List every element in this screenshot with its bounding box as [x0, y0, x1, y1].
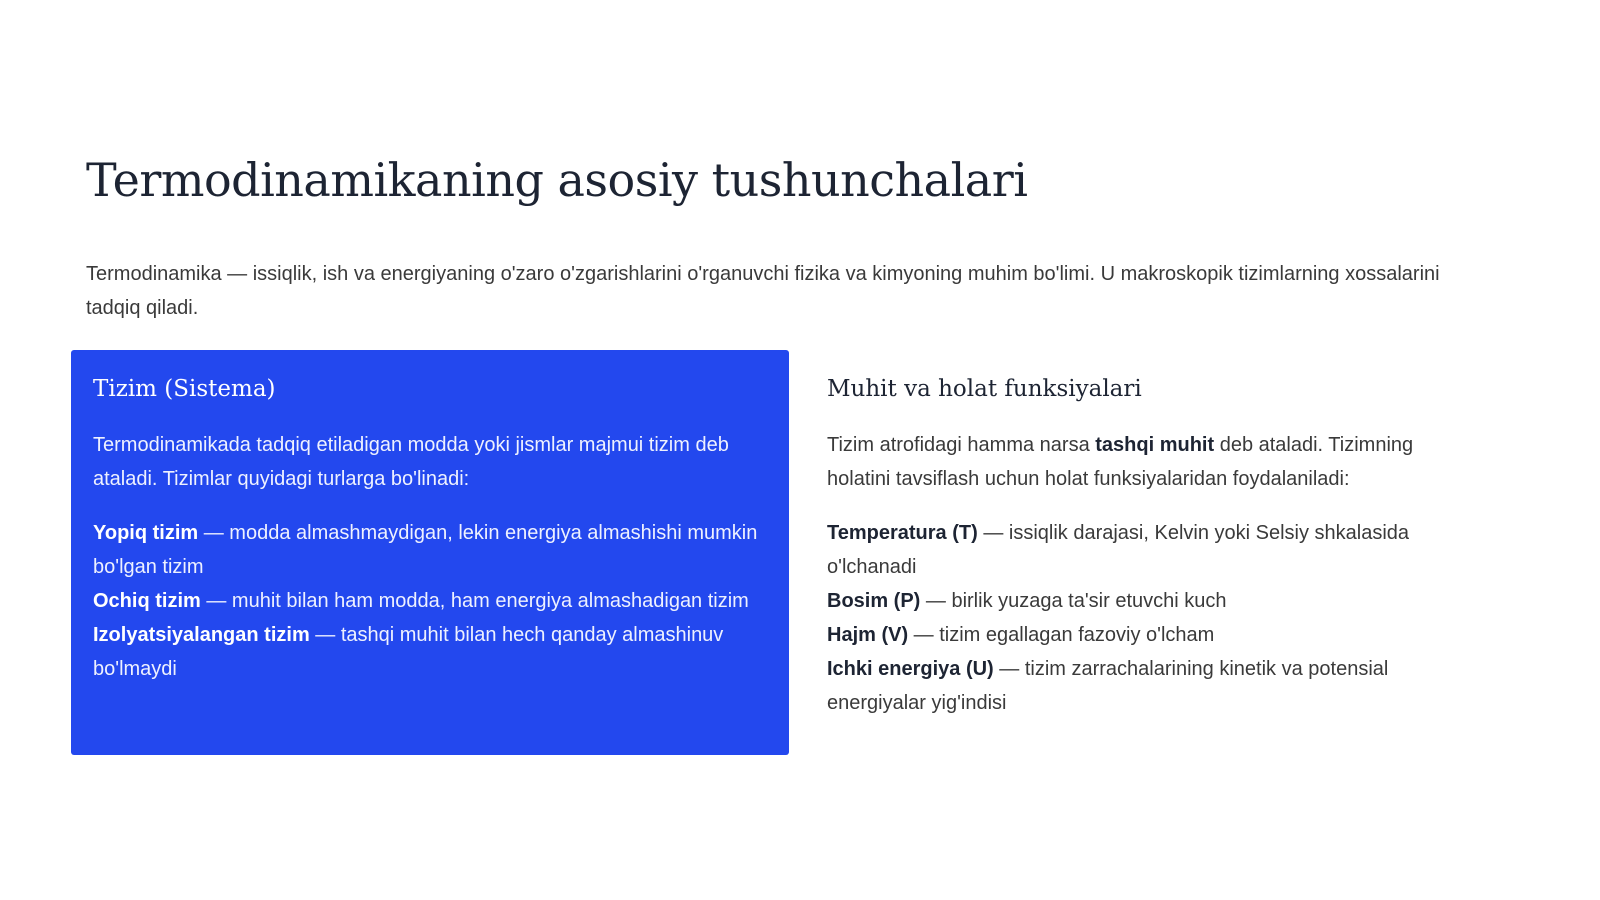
- list-item: [827, 618, 1477, 652]
- list-item: [827, 652, 1477, 720]
- list-item-term: Hajm (V): [827, 624, 909, 646]
- system-types-list: [93, 516, 767, 686]
- list-item-text: — tashqi muhit bilan hech qanday almashinuv bo'lmaydi: [93, 624, 724, 680]
- list-item-text: — issiqlik darajasi, Kelvin yoki Selsiy shkalasida o'lchanadi: [827, 522, 1410, 578]
- list-item: [93, 516, 767, 584]
- environment-desc-term: tashqi muhit: [1095, 434, 1215, 456]
- list-item: [827, 584, 1477, 618]
- list-item-text: — modda almashmaydigan, lekin energiya almashishi mumkin bo'lgan tizim: [93, 522, 758, 578]
- system-card-description: Termodinamikada tadqiq etiladigan modda yoki jismlar majmui tizim deb ataladi. Tizimlar quyidagi turlarga bo'linadi:: [93, 434, 729, 490]
- list-item-term: Izolyatsiyalangan tizim: [93, 624, 310, 646]
- list-item-term: Bosim (P): [827, 590, 921, 612]
- state-functions-list: [827, 516, 1477, 720]
- system-card: [71, 350, 789, 755]
- list-item-text: — tizim zarrachalarining kinetik va potensial energiyalar yig'indisi: [827, 658, 1389, 714]
- page-title: Termodinamikaning asosiy tushunchalari: [86, 153, 1028, 207]
- list-item-term: Temperatura (T): [827, 522, 978, 544]
- list-item-term: Ochiq tizim: [93, 590, 201, 612]
- intro-paragraph: Termodinamika — issiqlik, ish va energiyaning o'zaro o'zgarishlarini o'rganuvchi fizika va kimyoning muhim bo'limi. U makroskopik tizimlarning xossalarini tadqiq qiladi.: [86, 263, 1440, 319]
- system-card-title: Tizim (Sistema): [93, 376, 276, 402]
- environment-desc-after: deb ataladi. Tizimning holatini tavsiflash uchun holat funksiyalaridan foydalaniladi:: [827, 434, 1414, 490]
- list-item-term: Ichki energiya (U): [827, 658, 994, 680]
- environment-description: [827, 428, 1477, 496]
- environment-section: [827, 372, 1477, 720]
- list-item-text: — tizim egallagan fazoviy o'lcham: [908, 624, 1215, 646]
- list-item-text: — muhit bilan ham modda, ham energiya almashadigan tizim: [200, 590, 749, 612]
- list-item: [93, 584, 767, 618]
- list-item: [827, 516, 1477, 584]
- environment-desc-before: Tizim atrofidagi hamma narsa: [827, 434, 1096, 456]
- list-item-term: Yopiq tizim: [93, 522, 199, 544]
- list-item: [93, 618, 767, 686]
- list-item-text: — birlik yuzaga ta'sir etuvchi kuch: [920, 590, 1227, 612]
- environment-title: Muhit va holat funksiyalari: [827, 376, 1142, 402]
